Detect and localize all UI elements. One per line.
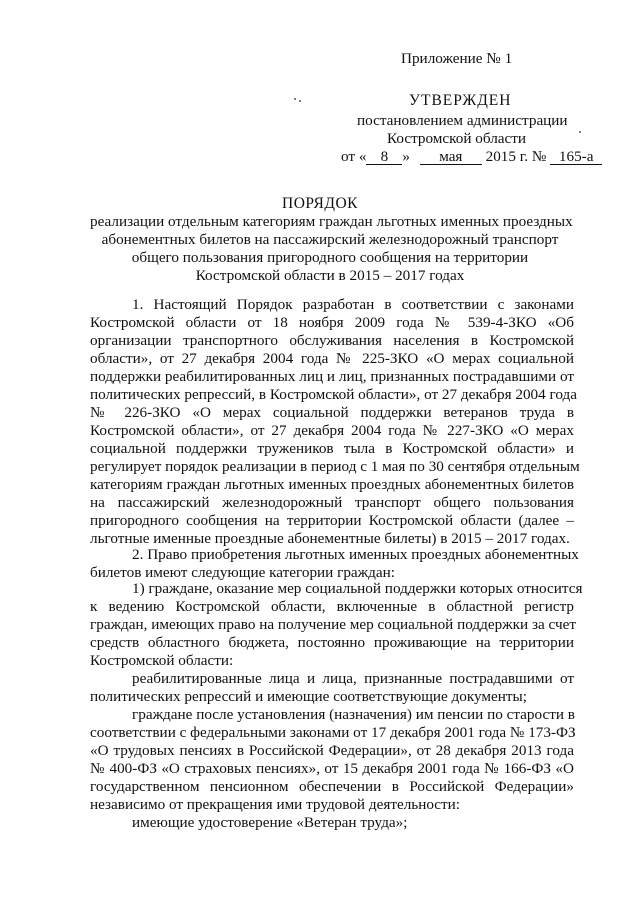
body-line: организации транспортного обслуживания населения в Костромской [90, 332, 574, 349]
scan-speck [579, 131, 581, 133]
body-line: Костромской области от 18 ноября 2009 года № 539-4-ЗКО «Об [90, 314, 574, 331]
body-line: независимо от прекращения ими трудовой деятельности: [90, 796, 461, 813]
title-line: общего пользования пригородного сообщения на территории [131, 249, 529, 266]
body-line: имеющие удостоверение «Ветеран труда»; [132, 814, 408, 831]
body-line: политических репрессий, в Костромской области», от 27 декабря 2004 года [90, 386, 578, 403]
scan-speck [294, 98, 296, 100]
title-line: Костромской области в 2015 – 2017 годах [195, 267, 465, 284]
date-suffix: 2015 г. № [485, 148, 547, 165]
body-line: средств областного бюджета, постоянно проживающие на территории [90, 634, 574, 651]
decree-date-line [341, 148, 602, 166]
body-line: № 226-ЗКО «О мерах социальной поддержки ветеранов труда в [90, 404, 574, 421]
scan-speck [299, 100, 301, 102]
body-line: регулирует порядок реализации в период с 1 мая по 30 сентября отдельным [90, 458, 580, 475]
body-line: соответствии с федеральными законами от 17 декабря 2001 года № 173-ФЗ [90, 724, 576, 741]
body-line: пригородного сообщения на территории Костромской области (далее – [90, 512, 574, 529]
body-line: социальной поддержки тружеников тыла в Костромской области» и [90, 440, 574, 457]
document-heading: ПОРЯДОК [282, 195, 358, 212]
body-line: Костромской области: [90, 652, 234, 669]
body-line: льготные именные проездные абонементные билеты) в 2015 – 2017 годах. [90, 530, 570, 547]
body-line: государственном пенсионном обеспечении в Российской Федерации» [90, 778, 574, 795]
body-line: к ведению Костромской области, включенные в областной регистр [90, 598, 574, 615]
date-mid: » [402, 148, 411, 165]
body-line: 1. Настоящий Порядок разработан в соответствии с законами [132, 296, 574, 313]
decree-day: 8 [366, 149, 402, 165]
title-line: реализации отдельным категориям граждан льготных именных проездных [90, 213, 573, 230]
body-line: билетов имеют следующие категории граждан: [90, 564, 395, 581]
body-line: граждане после установления (назначения) им пенсии по старости в [132, 706, 575, 723]
body-line: 1) граждане, оказание мер социальной поддержки которых относится [132, 580, 583, 597]
region-line: Костромской области [387, 130, 527, 147]
decree-line: постановлением администрации [357, 112, 568, 129]
body-line: реабилитированные лица и лица, признанные пострадавшими от [132, 670, 574, 687]
decree-month: мая [420, 149, 482, 165]
appendix-label: Приложение № 1 [401, 50, 513, 67]
decree-number: 165-а [550, 149, 602, 165]
body-line: политических репрессий и имеющие соответствующие документы; [90, 688, 527, 705]
body-line: поддержки реабилитированных лиц и лиц, признанных пострадавшими от [90, 368, 574, 385]
date-prefix: от « [341, 148, 367, 165]
approved-label: УТВЕРЖДЕН [409, 92, 512, 109]
body-line: Костромской области», от 27 декабря 2004 года № 227-ЗКО «О мерах [90, 422, 574, 439]
body-line: граждан, имеющих право на получение мер социальной поддержки за счет [90, 616, 576, 633]
body-line: 2. Право приобретения льготных именных проездных абонементных [132, 546, 579, 563]
title-line: абонементных билетов на пассажирский железнодорожный транспорт [101, 231, 559, 248]
body-line: № 400-ФЗ «О страховых пенсиях», от 15 декабря 2001 года № 166-ФЗ «О [90, 760, 574, 777]
body-line: «О трудовых пенсиях в Российской Федерации», от 28 декабря 2013 года [90, 742, 574, 759]
body-line: области», от 27 декабря 2004 года № 225-ЗКО «О мерах социальной [90, 350, 574, 367]
body-line: на пассажирский железнодорожный транспорт общего пользования [90, 494, 574, 511]
body-line: категориям граждан льготных именных проездных абонементных билетов [90, 476, 574, 493]
